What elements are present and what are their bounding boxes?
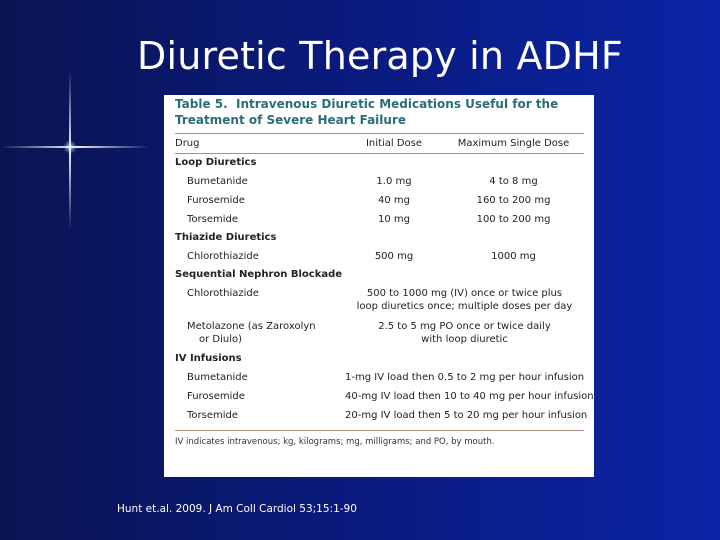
drug-cell	[175, 406, 345, 425]
drug-name-line: Torsemide	[187, 410, 239, 421]
section-label: Thiazide Diuretics	[175, 232, 277, 243]
max-dose-cell: 4 to 8 mg	[489, 176, 538, 187]
dose-line: loop diuretics once; multiple doses per day	[356, 301, 573, 312]
drug-name-line: Bumetanide	[187, 372, 248, 383]
citation: Hunt et.al. 2009. J Am Coll Cardiol 53;15:1-90	[117, 503, 357, 515]
table-caption-line-1: Table 5. Intravenous Diuretic Medications Useful for the	[175, 97, 559, 111]
drug-name-line: Furosemide	[187, 195, 245, 206]
table-row	[175, 368, 584, 387]
table-row	[175, 247, 584, 266]
combined-dose-cell	[345, 387, 594, 406]
dose-line: 1-mg IV load then 0.5 to 2 mg per hour infusion	[345, 372, 585, 383]
section-header-row	[175, 350, 584, 368]
max-dose-cell: 1000 mg	[491, 251, 536, 262]
drug-name-line: Chlorothiazide	[187, 288, 259, 299]
table-row	[175, 406, 588, 425]
max-dose-cell: 160 to 200 mg	[476, 195, 551, 206]
dose-line: with loop diuretic	[421, 334, 508, 345]
drug-cell	[175, 191, 345, 210]
table-caption	[175, 96, 584, 128]
drug-cell	[175, 387, 345, 406]
header-initial-dose: Initial Dose	[365, 138, 423, 149]
diuretic-table	[164, 95, 594, 477]
table-row	[175, 210, 584, 229]
initial-dose-cell: 1.0 mg	[376, 176, 412, 187]
header-drug: Drug	[175, 138, 200, 149]
drug-name-line: Bumetanide	[187, 176, 248, 187]
table-caption-line-2: Treatment of Severe Heart Failure	[175, 113, 407, 127]
section-label: IV Infusions	[175, 353, 242, 364]
combined-dose-cell	[345, 406, 588, 425]
dose-line: 20-mg IV load then 5 to 20 mg per hour infusion	[345, 410, 588, 421]
section-header-row	[175, 229, 584, 247]
initial-dose-cell: 500 mg	[374, 251, 414, 262]
dose-line: 500 to 1000 mg (IV) once or twice plus	[366, 288, 563, 299]
section-header-row	[175, 266, 584, 284]
combined-dose-cell	[345, 320, 584, 346]
footnote-divider	[175, 430, 584, 431]
dose-line: 40-mg IV load then 10 to 40 mg per hour infusion	[345, 391, 594, 402]
drug-name-line: Torsemide	[187, 214, 239, 225]
table-header-row	[175, 134, 584, 153]
table-row	[175, 317, 584, 350]
drug-name-line: Chlorothiazide	[187, 251, 259, 262]
table-row	[175, 284, 584, 317]
drug-cell	[175, 287, 345, 313]
drug-name-line: Furosemide	[187, 391, 245, 402]
table-row	[175, 191, 584, 210]
combined-dose-cell	[345, 368, 584, 387]
initial-dose-cell: 40 mg	[378, 195, 410, 206]
header-max-dose: Maximum Single Dose	[457, 138, 570, 149]
table-footnote: IV indicates intravenous; kg, kilograms; mg, milligrams; and PO, by mouth.	[175, 437, 495, 447]
dose-line: 2.5 to 5 mg PO once or twice daily	[378, 321, 551, 332]
drug-cell	[175, 368, 345, 387]
initial-dose-cell: 10 mg	[378, 214, 410, 225]
table-row	[175, 387, 594, 406]
slide-title: Diuretic Therapy in ADHF	[137, 34, 623, 78]
combined-dose-cell	[345, 287, 584, 313]
drug-cell	[175, 320, 345, 346]
drug-cell	[175, 172, 345, 191]
section-label: Loop Diuretics	[175, 157, 257, 168]
section-header-row	[175, 154, 584, 172]
drug-name-line: or Diulo)	[199, 334, 243, 345]
drug-name-line: Metolazone (as Zaroxolyn	[187, 321, 316, 332]
table-body	[175, 154, 594, 425]
table-row	[175, 172, 584, 191]
max-dose-cell: 100 to 200 mg	[476, 214, 551, 225]
section-label: Sequential Nephron Blockade	[175, 269, 343, 280]
drug-cell	[175, 247, 345, 266]
drug-cell	[175, 210, 345, 229]
